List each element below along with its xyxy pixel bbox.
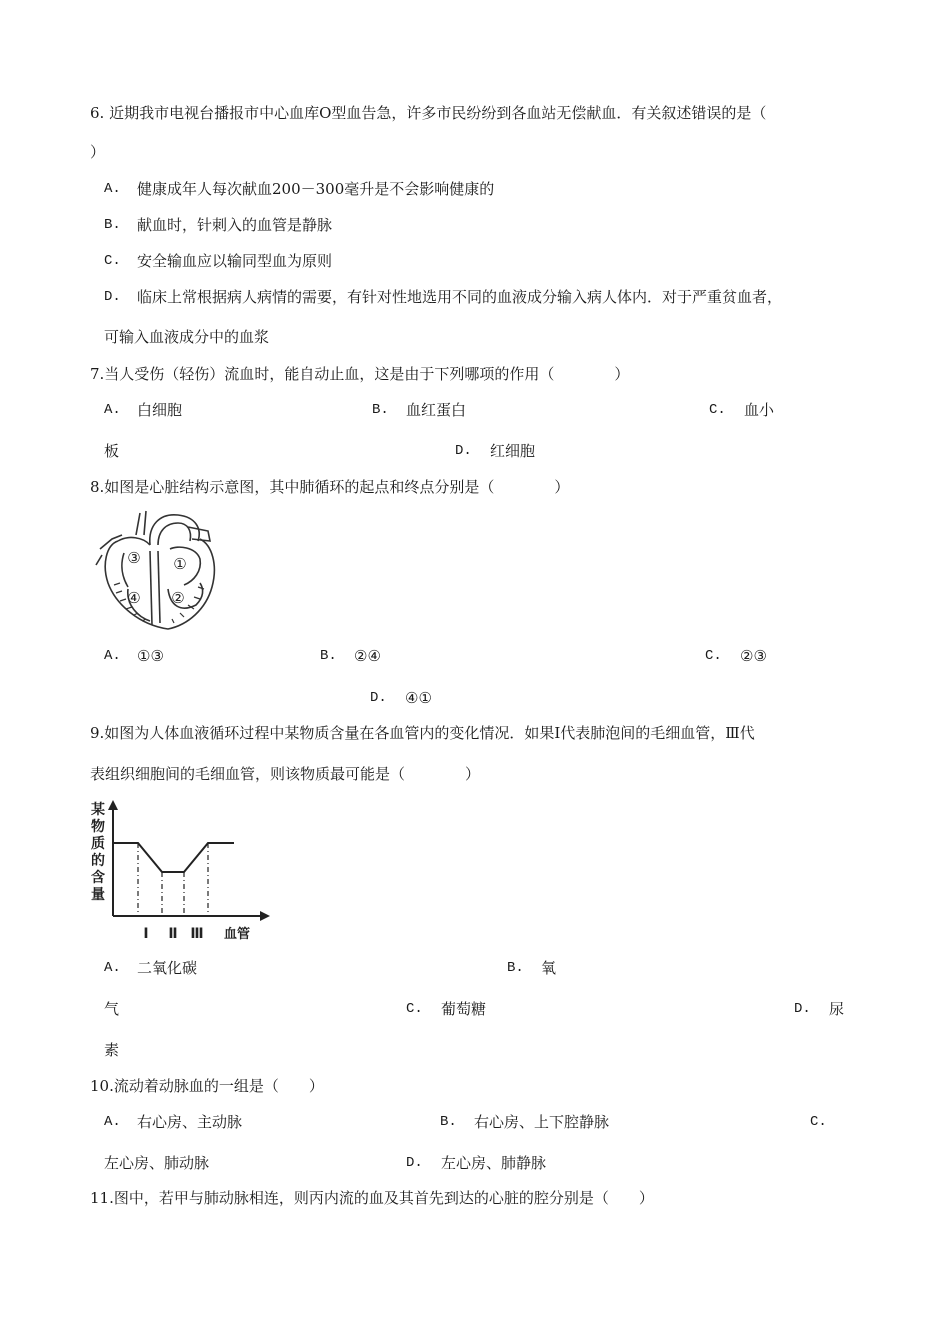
q9-option-c-letter: C. <box>406 1001 423 1017</box>
y-axis-label-char: 量 <box>91 887 105 903</box>
q6-option-b-letter: B. <box>104 217 121 233</box>
q8-option-d-letter: D. <box>370 690 387 706</box>
substance-content-graph <box>86 798 286 948</box>
q10-option-a-text: 右心房、主动脉 <box>137 1113 243 1131</box>
x-tick-label: Ⅲ <box>190 926 204 942</box>
q8-option-b-text: ②④ <box>354 647 381 665</box>
x-axis-label: 血管 <box>224 927 251 942</box>
heart-chamber-label: ② <box>171 589 185 607</box>
q6-stem-line1: 6. 近期我市电视台播报市中心血库O型血告急，许多市民纷纷到各血站无偿献血．有关叙述错误的是（ <box>90 104 767 122</box>
x-tick-label: Ⅱ <box>168 926 178 942</box>
y-axis-label-char: 某 <box>91 802 105 818</box>
q9-option-a-letter: A. <box>104 960 121 976</box>
q9-option-d-text: 尿 <box>829 1000 845 1018</box>
q7-option-a-letter: A. <box>104 402 121 418</box>
q6-option-a-text: 健康成年人每次献血200－300毫升是不会影响健康的 <box>137 180 495 198</box>
q7-option-d-text: 红细胞 <box>490 442 536 460</box>
x-tick-label: Ⅰ <box>143 926 149 942</box>
heart-diagram <box>88 505 228 635</box>
q8-option-c-text: ②③ <box>740 647 767 665</box>
q9-stem-line2: 表组织细胞间的毛细血管，则该物质最可能是（ ） <box>90 765 481 783</box>
q6-stem-line2: ） <box>90 143 106 161</box>
q6-option-b-text: 献血时，针刺入的血管是静脉 <box>137 216 333 234</box>
q10-option-c-text: 左心房、肺动脉 <box>104 1154 210 1172</box>
q9-option-b-text: 氧 <box>541 959 557 977</box>
q7-option-b-letter: B. <box>372 402 389 418</box>
q10-option-b-text: 右心房、上下腔静脉 <box>474 1113 610 1131</box>
q7-option-c-text: 血小 <box>744 401 775 419</box>
q8-option-d-text: ④① <box>405 689 432 707</box>
q8-option-c-letter: C. <box>705 648 722 664</box>
q9-option-b-continuation: 气 <box>104 1000 120 1018</box>
y-axis-label-char: 的 <box>91 853 105 869</box>
q10-option-d-text: 左心房、肺静脉 <box>441 1154 547 1172</box>
q9-option-d-letter: D. <box>794 1001 811 1017</box>
q7-option-c-continuation: 板 <box>104 442 120 460</box>
content-curve <box>113 843 234 872</box>
q11-stem: 11.图中，若甲与肺动脉相连，则丙内流的血及其首先到达的心脏的腔分别是（ ） <box>90 1189 654 1207</box>
y-axis-label-char: 质 <box>91 836 105 852</box>
heart-chamber-label: ④ <box>127 589 141 607</box>
q6-option-c-letter: C. <box>104 253 121 269</box>
y-axis-label-char: 物 <box>91 819 105 835</box>
y-axis-label-char: 含 <box>91 870 105 886</box>
q8-stem: 8.如图是心脏结构示意图，其中肺循环的起点和终点分别是（ ） <box>90 478 570 496</box>
x-axis-arrow <box>260 911 270 921</box>
q7-option-b-text: 血红蛋白 <box>406 401 467 419</box>
q6-option-c-text: 安全输血应以输同型血为原则 <box>137 252 333 270</box>
heart-chamber-label: ① <box>173 555 187 573</box>
heart-chamber-label: ③ <box>127 549 141 567</box>
q7-option-a-text: 白细胞 <box>137 401 183 419</box>
q7-option-c-letter: C. <box>709 402 726 418</box>
q9-option-d-continuation: 素 <box>104 1041 120 1059</box>
q6-option-d-continuation: 可输入血液成分中的血浆 <box>104 328 270 346</box>
q10-option-c-letter: C. <box>810 1114 827 1130</box>
q8-option-a-text: ①③ <box>137 647 164 665</box>
q6-option-d-letter: D. <box>104 289 121 305</box>
q7-stem: 7.当人受伤（轻伤）流血时，能自动止血，这是由于下列哪项的作用（ ） <box>90 365 630 383</box>
q7-option-d-letter: D. <box>455 443 472 459</box>
q8-option-b-letter: B. <box>320 648 337 664</box>
q6-option-d-text: 临床上常根据病人病情的需要，有针对性地选用不同的血液成分输入病人体内．对于严重贫血者， <box>137 288 783 306</box>
q10-stem: 10.流动着动脉血的一组是（ ） <box>90 1077 324 1095</box>
q9-stem-line1: 9.如图为人体血液循环过程中某物质含量在各血管内的变化情况．如果Ⅰ代表肺泡间的毛细血管，Ⅲ代 <box>90 724 755 742</box>
q9-option-c-text: 葡萄糖 <box>441 1000 487 1018</box>
q10-option-b-letter: B. <box>440 1114 457 1130</box>
q8-option-a-letter: A. <box>104 648 121 664</box>
q10-option-d-letter: D. <box>406 1155 423 1171</box>
q9-option-a-text: 二氧化碳 <box>137 959 198 977</box>
y-axis-arrow <box>108 800 118 810</box>
q6-option-a-letter: A. <box>104 181 121 197</box>
q10-option-a-letter: A. <box>104 1114 121 1130</box>
q9-option-b-letter: B. <box>507 960 524 976</box>
